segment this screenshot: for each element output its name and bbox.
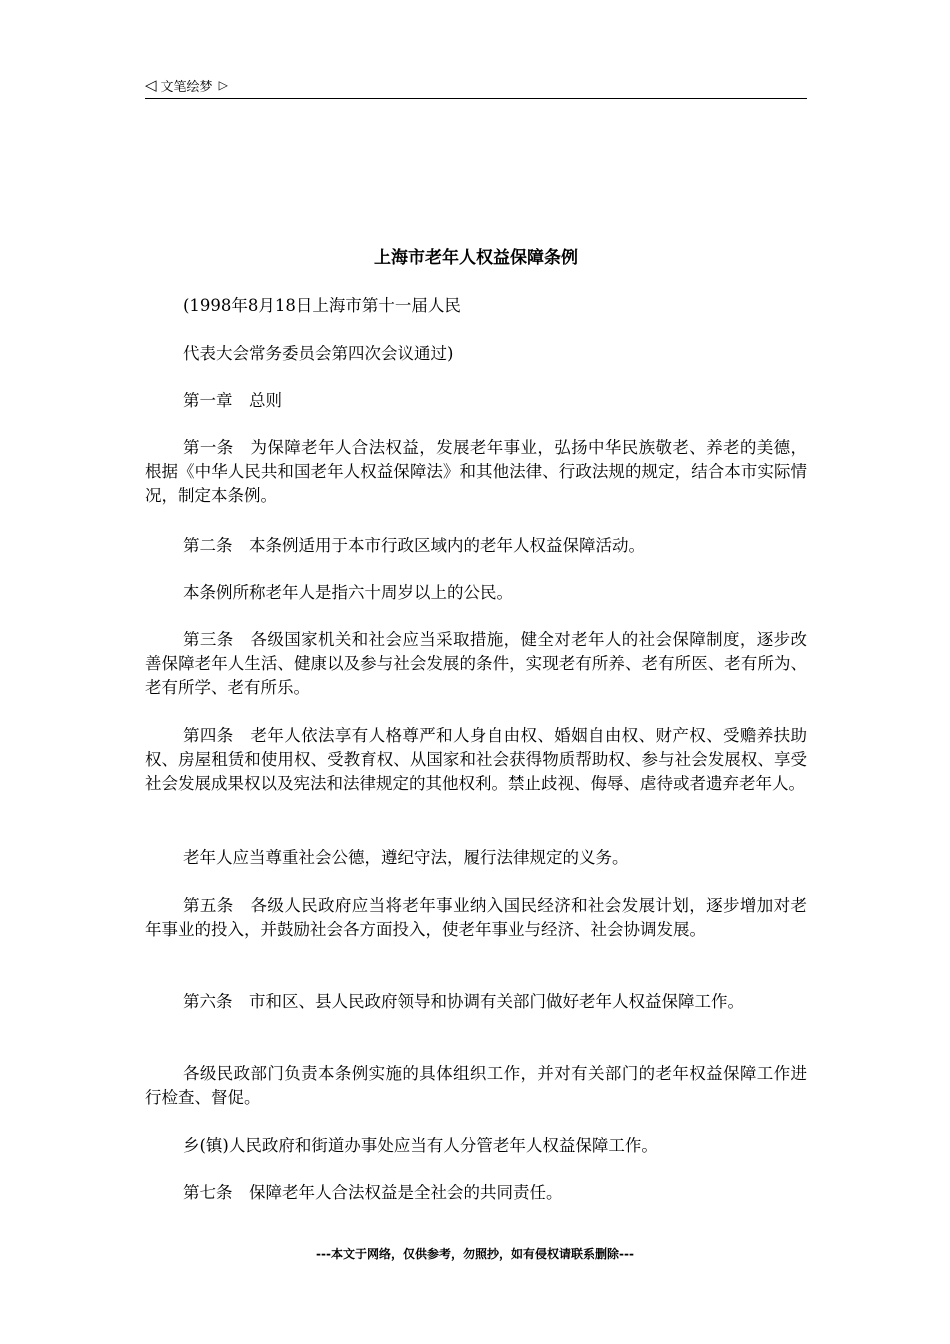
page-header (145, 76, 807, 99)
article-2: 第二条 本条例适用于本市行政区域内的老年人权益保障活动。 (183, 536, 645, 555)
triangle-right-icon: ▷ (218, 78, 228, 92)
paragraph-civil-affairs: 各级民政部门负责本条例实施的具体组织工作，并对有关部门的老年权益保障工作进行检查、督促。 (145, 1064, 807, 1107)
article-4: 第四条 老年人依法享有人格尊严和人身自由权、婚姻自由权、财产权、受赡养扶助权、房屋租赁和使用权、受教育权、从国家和社会获得物质帮助权、参与社会发展权、享受社会发展成果权以及宪法和法律规定的其他权利。禁止歧视、侮辱、虐待或者遗弃老年人。 (145, 726, 807, 793)
chapter-heading: 第一章 总则 (183, 391, 282, 410)
paragraph-1: (1998年8月18日上海市第十一届人民 (183, 296, 461, 315)
triangle-left-icon: ◁ (145, 75, 157, 94)
document-title: 上海市老年人权益保障条例 (374, 248, 578, 268)
header-brand-text: 文笔绘梦 (160, 79, 213, 95)
paragraph-2: 代表大会常务委员会第四次会议通过) (183, 344, 454, 363)
article-6: 第六条 市和区、县人民政府领导和协调有关部门做好老年人权益保障工作。 (183, 992, 744, 1011)
article-3: 第三条 各级国家机关和社会应当采取措施，健全对老年人的社会保障制度，逐步改善保障老年人生活、健康以及参与社会发展的条件，实现老有所养、老有所医、老有所为、老有所学、老有所乐。 (145, 630, 807, 697)
article-1: 第一条 为保障老年人合法权益，发展老年事业，弘扬中华民族敬老、养老的美德，根据《中华人民共和国老年人权益保障法》和其他法律、行政法规的规定，结合本市实际情况，制定本条例。 (145, 438, 807, 505)
article-7: 第七条 保障老年人合法权益是全社会的共同责任。 (183, 1183, 563, 1202)
header-brand (145, 76, 807, 94)
article-5: 第五条 各级人民政府应当将老年事业纳入国民经济和社会发展计划，逐步增加对老年事业的投入，并鼓励社会各方面投入，使老年事业与经济、社会协调发展。 (145, 896, 807, 939)
footer-disclaimer: ---本文于网络，仅供参考，勿照抄，如有侵权请联系删除--- (316, 1247, 634, 1261)
paragraph-township: 乡(镇)人民政府和街道办事处应当有人分管老年人权益保障工作。 (183, 1136, 658, 1155)
paragraph-duty: 老年人应当尊重社会公德，遵纪守法，履行法律规定的义务。 (183, 848, 629, 867)
paragraph-definition: 本条例所称老年人是指六十周岁以上的公民。 (183, 583, 513, 602)
